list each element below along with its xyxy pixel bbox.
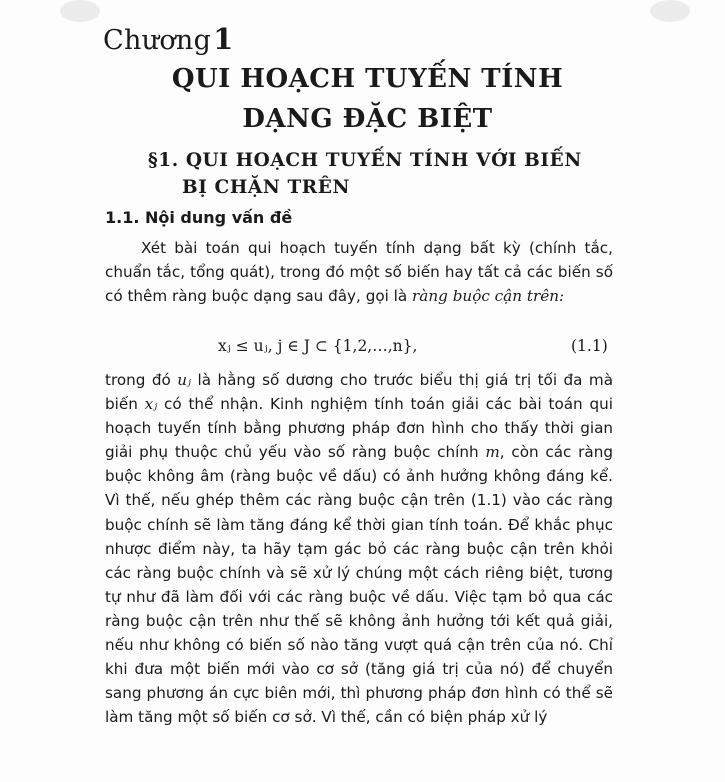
text-segment: trong đó [105, 371, 178, 389]
paragraph-explanation [105, 368, 613, 729]
scan-artifact [650, 0, 690, 22]
paragraph-intro-text: Xét bài toán qui hoạch tuyến tính dạng bất kỳ (chính tắc, chuẩn tắc, tổng quát), trong đó một số biến hay tất cả các biến số có thêm ràng buộc dạng sau đây, gọi là [105, 239, 613, 306]
chapter-heading [103, 22, 234, 56]
text-segment: là hằng số dương cho trước biểu thị giá trị tối đa mà biến [105, 371, 614, 414]
defined-term: ràng buộc cận trên: [412, 287, 565, 306]
chapter-title-line-1: QUI HOẠCH TUYẾN TÍNH [171, 64, 564, 94]
equation-number: (1.1) [571, 337, 608, 355]
equation-1-1: xⱼ ≤ uⱼ, j ∈ J ⊂ {1,2,…,n}, [218, 337, 418, 355]
text-segment: , còn các ràng buộc không âm (ràng buộc về dấu) có ảnh hưởng không đáng kể. Vì thế, nếu ghép thêm các ràng buộc cận trên (1.1) vào các ràng buộc chính sẽ làm tăng đáng kể thời gian tính toán. Để khắc phục nhược điểm này, ta hãy tạm gác bỏ các ràng buộc cận trên khỏi các ràng buộc chính và sẽ xử lý chúng một cách riêng biệt, tương tự như đã làm đối với các ràng buộc về dấu. Việc tạm bỏ qua các ràng buộc cận trên như thế sẽ không ảnh hưởng tới kết quả giải, nếu như không có biến số nào tăng vượt quá cận trên của nó. Chỉ khi đưa một biến mới vào cơ sở (tăng giá trị của nó) để chuyển sang phương án cực biên mới, thì phương pháp đơn hình có thể sẽ làm tăng một số biến cơ sở. Vì thế, cần có biện pháp xử lý [105, 443, 613, 727]
section-title-line-1: §1. QUI HOẠCH TUYẾN TÍNH VỚI BIẾN [148, 150, 582, 171]
text-segment: có thể nhận. Kinh nghiệm tính toán giải các bài toán qui hoạch tuyến tính bằng phương pháp đơn hình cho thấy thời gian giải phụ thuộc chủ yếu vào số ràng buộc chính [105, 395, 613, 462]
scan-artifact [60, 0, 100, 22]
chapter-title-line-2: DẠNG ĐẶC BIỆT [242, 104, 493, 134]
chapter-label: Chương [103, 25, 212, 56]
math-variable: xⱼ [144, 395, 158, 414]
math-variable: m [485, 443, 500, 462]
paragraph-intro [105, 236, 613, 308]
section-title-line-2: BỊ CHẶN TRÊN [182, 177, 350, 198]
subsection-title: 1.1. Nội dung vấn đề [105, 208, 293, 227]
math-variable: uⱼ [177, 371, 192, 389]
chapter-number: 1 [213, 22, 234, 56]
